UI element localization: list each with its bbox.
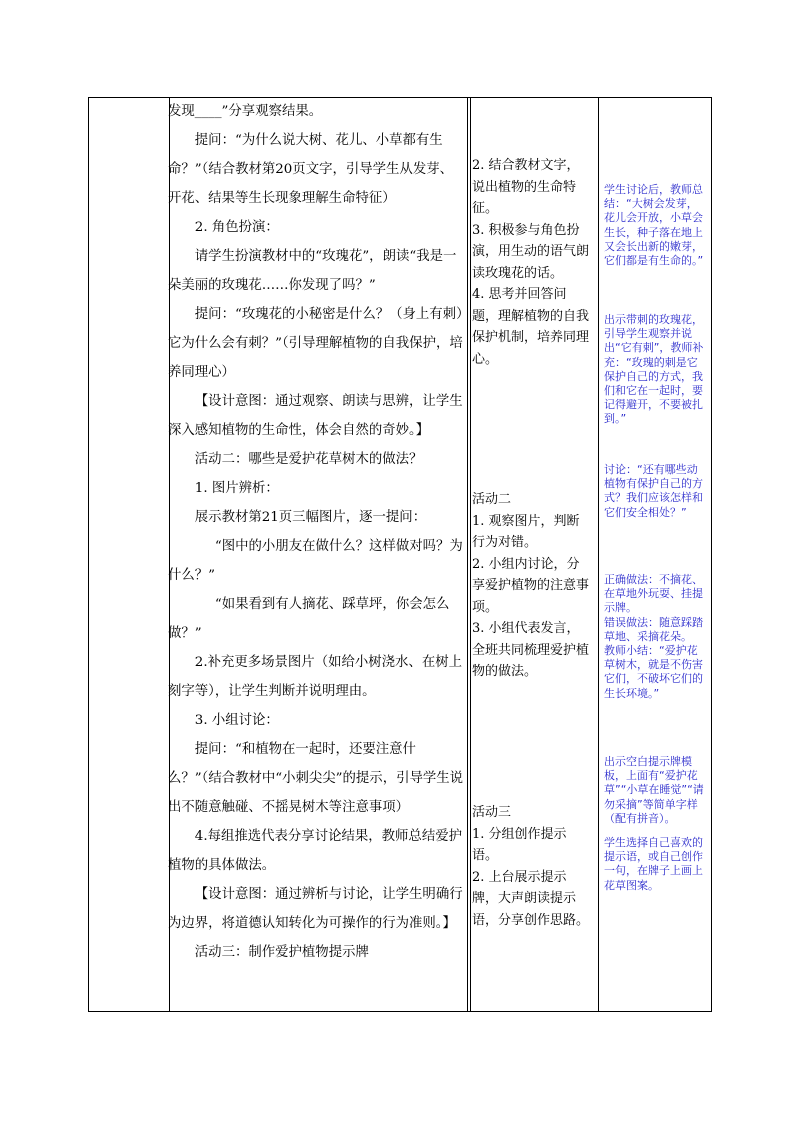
teacher-note [604,573,704,701]
paragraph: 发现____”分享观察结果。 [168,104,323,119]
paragraph: 提问：“和植物在一起时，还要注意什么？”（结合教材中“小刺尖尖”的提示，引导学生说出不随意触碰、不摇晃树木等注意事项） [168,742,464,815]
paragraph: 4.每组推选代表分享讨论结果，教师总结爱护植物的具体做法。 [168,829,462,873]
paragraph: 2. 上台展示提示牌，大声朗读提示语，分享创作思路。 [472,869,590,928]
student-activity-block [472,489,590,683]
paragraph: 1. 图片辨析： [194,481,279,496]
paragraph: “图中的小朋友在做什么？这样做对吗？为什么？” [168,539,463,583]
student-activity-block [472,802,590,931]
paragraph: 请学生扮演教材中的“玫瑰花”，朗读“我是一朵美丽的玫瑰花……你发现了吗？” [168,249,457,293]
column-divider [598,98,599,1011]
note-text: 正确做法：不摘花、在草地外玩耍、挂提示牌。 [604,573,703,615]
paragraph: 提问：“为什么说大树、花儿、小草都有生命？”（结合教材第20页文字，引导学生从发芽、开花、结果等生长现象理解生命特征） [168,133,453,206]
teacher-note [604,463,704,530]
paragraph: 1. 分组创作提示语。 [472,826,567,863]
note-text: 讨论：“还有哪些动植物有保护自己的方式？我们应该怎样和它们安全相处？” [604,463,703,519]
teacher-note [604,755,704,903]
paragraph: 提问：“玫瑰花的小秘密是什么？（身上有刺）它为什么会有刺？”（引导理解植物的自我保护，培养同理心） [168,307,463,380]
note-text: 出示空白提示牌模板，上面有“爱护花草”“小草在睡觉”“请勿采摘”等简单字样（配有拼音）。 [604,755,704,825]
design-intent: 【设计意图：通过辨析与讨论，让学生明确行为边界，将道德认知转化为可操作的行为准则。】 [168,887,463,931]
paragraph: “如果看到有人摘花、踩草坪，你会怎么做？” [168,597,450,641]
paragraph: 4. 思考并回答问题，理解植物的自我保护机制，培养同理心。 [472,287,590,367]
activity-heading: 活动三：制作爱护植物提示牌 [194,945,369,960]
paragraph: 2. 小组内讨论，分享爱护植物的注意事项。 [472,556,590,615]
teacher-note [604,183,704,278]
design-intent: 【设计意图：通过观察、朗读与思辨，让学生深入感知植物的生命性，体会自然的奇妙。】 [168,394,463,438]
column-divider [467,98,468,1011]
paragraph: 2. 结合教材文字，说出植物的生命特征。 [472,158,580,216]
teacher-note [604,313,704,437]
teacher-activity-column [168,97,466,967]
paragraph: 1. 观察图片，判断行为对错。 [472,513,580,550]
note-text: 教师小结：“爱护花草树木，就是不伤害它们，不破坏它们的生长环境。” [604,644,703,700]
activity-heading: 活动三 [472,805,512,820]
paragraph: 展示教材第21页三幅图片，逐一提问： [194,510,427,525]
note-text: 错误做法：随意踩踏草地、采摘花朵。 [604,615,703,643]
paragraph: 3. 积极参与角色扮演，用生动的语气朗读玫瑰花的话。 [472,222,590,281]
activity-heading: 活动二：哪些是爱护花草树木的做法？ [194,452,423,467]
paragraph: 2.补充更多场景图片（如给小树浇水、在树上刻字等），让学生判断并说明理由。 [168,655,462,699]
student-activity-block [472,155,590,370]
note-text: 出示带刺的玫瑰花，引导学生观察并说出“它有刺”，教师补充：“玫瑰的刺是它保护自己的方式，我们和它在一起时，要记得避开，不要被扎到。” [604,313,704,426]
note-text: 学生选择自己喜欢的提示语，或自己创作一句，在牌子上画上花草图案。 [604,836,703,892]
paragraph: 3. 小组代表发言，全班共同梳理爱护植物的做法。 [472,621,590,679]
paragraph: 3. 小组讨论： [194,713,279,728]
note-text: 学生讨论后，教师总结：“大树会发芽，花儿会开放，小草会生长，种子落在地上又会长出新的嫩芽，它们都是有生命的。” [604,183,704,268]
column-divider [470,98,471,1011]
paragraph: 2. 角色扮演： [194,220,279,235]
activity-heading: 活动二 [472,492,512,507]
